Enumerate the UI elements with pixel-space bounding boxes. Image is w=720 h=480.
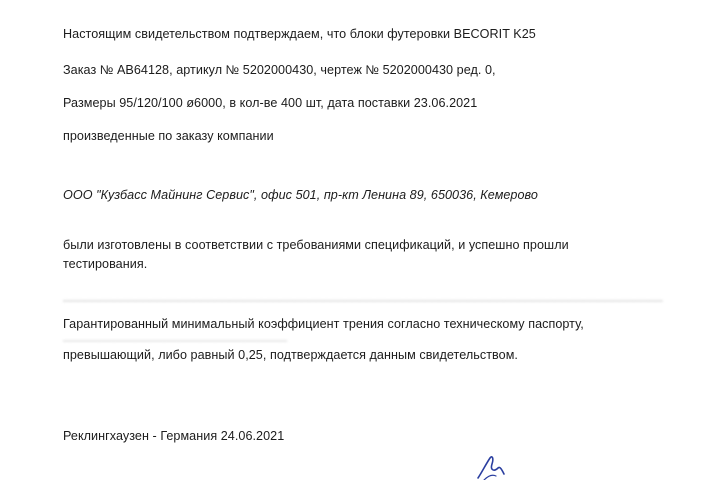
friction-line: Гарантированный минимальный коэффициент трения согласно техническому паспорту, bbox=[63, 317, 584, 331]
company-line: ООО "Кузбасс Майнинг Сервис", офис 501, пр-кт Ленина 89, 650036, Кемерово bbox=[63, 188, 538, 202]
faded-text-line: ━━━━━━━━━━━━━━━━━━━━━━━━━━━━━━━━━━━━━━━━━━━━━━━━━━━━━━━━━━━━━━━━━━━━━━━━━━━━━━━━━━━ bbox=[63, 294, 663, 308]
place-date-line: Реклингхаузен - Германия 24.06.2021 bbox=[63, 429, 285, 443]
order-line: Заказ № AB64128, артикул № 5202000430, чертеж № 5202000430 ред. 0, bbox=[63, 63, 496, 77]
ordered-by-line: произведенные по заказу компании bbox=[63, 129, 274, 143]
friction-line-end: превышающий, либо равный 0,25, подтверждается данным свидетельством. bbox=[63, 348, 518, 362]
dimensions-line: Размеры 95/120/100 ø6000, в кол-ве 400 шт, дата поставки 23.06.2021 bbox=[63, 96, 478, 110]
signature-icon bbox=[470, 440, 560, 480]
statement-line: Настоящим свидетельством подтверждаем, что блоки футеровки BECORIT K25 bbox=[63, 27, 536, 41]
compliance-line: были изготовлены в соответствии с требованиями спецификаций, и успешно прошли bbox=[63, 238, 569, 252]
faded-text-line: ━━━━━━━━━━━━━━━━━━━━━━━━━━━━━━━ bbox=[63, 334, 287, 348]
compliance-line-end: тестирования. bbox=[63, 257, 148, 271]
